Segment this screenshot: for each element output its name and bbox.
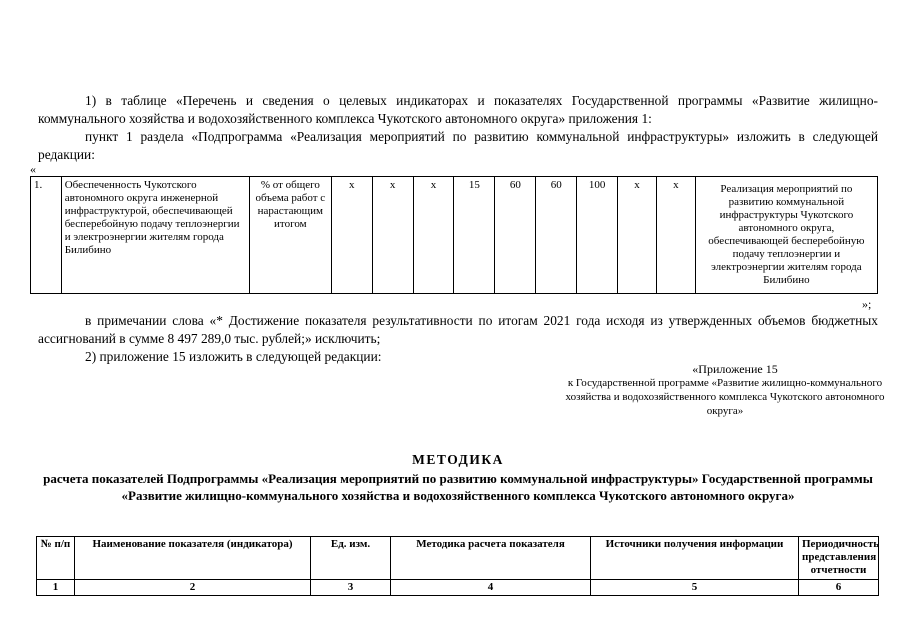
paragraph-table-amendment: 1) в таблице «Перечень и сведения о целевых индикаторах и показателях Государственной программы «Развитие жилищно-коммунального хозяйства и водохозяйственного комплекса Чукотского автономного округа» приложения 1: (38, 93, 878, 126)
methodology-subtitle: расчета показателей Подпрограммы «Реализация мероприятий по развитию коммунальной инфраструктуры» Государственной программы «Развитие жилищно-коммунального хозяйства и водохозяйственного комплекса Чукотского автономного округа» (43, 471, 873, 503)
value-cell: 60 (536, 177, 577, 294)
value-cell: х (618, 177, 657, 294)
column-number: 4 (391, 580, 591, 596)
header-cell: Источники получения информации (591, 537, 799, 580)
indicator-name: Обеспеченность Чукотского автономного округа инженерной инфраструктурой, обеспечивающей бесперебойную подачу теплоэнергии и электроэнергии жителям города Билибино (61, 177, 249, 294)
value-cell: х (413, 177, 454, 294)
appendix-heading (560, 362, 890, 418)
value-cell: 15 (454, 177, 495, 294)
appendix-title: «Приложение 15 (692, 362, 778, 376)
closing-quote: »; (862, 297, 872, 311)
column-number: 3 (311, 580, 391, 596)
paragraph-note-change: в примечании слова «* Достижение показателя результативности по итогам 2021 года исходя из утвержденных объемов бюджетных ассигнований в сумме 8 497 289,0 тыс. рублей;» исключить; (38, 313, 878, 346)
row-number: 1. (31, 177, 62, 294)
column-number: 5 (591, 580, 799, 596)
header-cell: № п/п (37, 537, 75, 580)
indicator-unit: % от общего объема работ с нарастающим итогом (249, 177, 331, 294)
column-number: 2 (75, 580, 311, 596)
opening-quote: « (30, 162, 36, 176)
header-cell: Периодичность представления отчетности (799, 537, 879, 580)
value-cell: х (372, 177, 413, 294)
program-activity: Реализация мероприятий по развитию коммунальной инфраструктуры Чукотского автономного округа, обеспечивающей бесперебойную подачу теплоэнергии и электроэнергии жителям города Билибино (695, 177, 877, 294)
table-row (37, 580, 879, 596)
value-cell: 100 (577, 177, 618, 294)
table-header-row (37, 537, 879, 580)
header-cell: Методика расчета показателя (391, 537, 591, 580)
value-cell: х (331, 177, 372, 294)
table-row (31, 177, 878, 294)
indicator-table (30, 176, 878, 294)
methodology-table (36, 536, 879, 596)
column-number: 1 (37, 580, 75, 596)
appendix-subtitle: к Государственной программе «Развитие жилищно-коммунального хозяйства и водохозяйственного комплекса Чукотского автономного округа» (565, 377, 885, 417)
column-number: 6 (799, 580, 879, 596)
value-cell: 60 (495, 177, 536, 294)
header-cell: Ед. изм. (311, 537, 391, 580)
paragraph-appendix-15: 2) приложение 15 изложить в следующей редакции: (85, 349, 382, 364)
value-cell: х (656, 177, 695, 294)
paragraph-point-1: пункт 1 раздела «Подпрограмма «Реализация мероприятий по развитию коммунальной инфраструктуры» изложить в следующей редакции: (38, 129, 878, 162)
header-cell: Наименование показателя (индикатора) (75, 537, 311, 580)
methodology-title: МЕТОДИКА (412, 452, 504, 467)
